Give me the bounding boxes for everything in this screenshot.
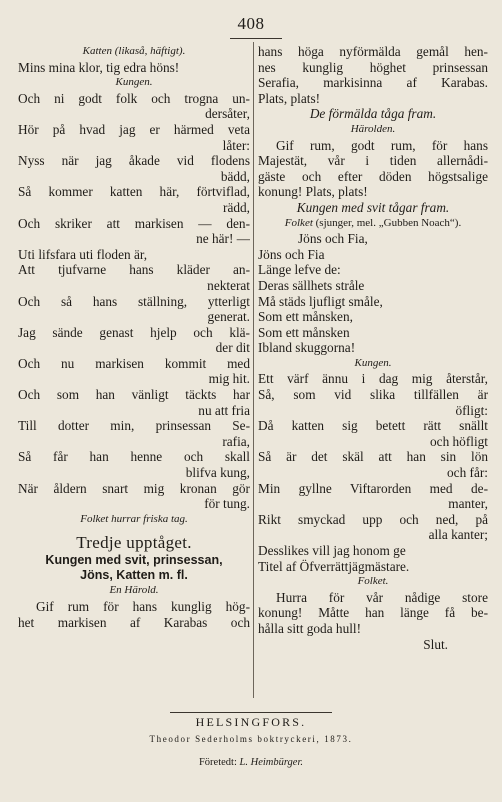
- prose-line: Gif rum för hans kunglig hög-: [36, 599, 250, 614]
- verse-line: alla kanter;: [428, 527, 488, 543]
- left-column: [18, 44, 250, 630]
- verse-line: Att tjufvarne hans kläder an-: [18, 262, 250, 278]
- cast-line: Kungen med svit, prinsessan,: [45, 553, 223, 568]
- verse-line: ne här! —: [196, 231, 250, 247]
- footer-rule: [170, 712, 332, 713]
- song-line: Må städs ljufligt småle,: [258, 293, 383, 309]
- prose-line: hålla sitt goda hull!: [258, 620, 362, 636]
- speaker-label: Folket: [284, 216, 313, 229]
- song-line: Länge lefve de:: [258, 262, 341, 278]
- column-divider: [253, 42, 254, 698]
- verse-line: blifva kung,: [185, 465, 250, 481]
- song-line: Jöns och Fia: [258, 246, 325, 262]
- verse-line: Så kommer katten här, förtviflad,: [18, 184, 250, 200]
- verse-line: öfligt:: [455, 402, 488, 418]
- speaker-label: Katten (likaså, häftigt).: [82, 45, 186, 57]
- verse-line: Jag sände genast hjelp och klä-: [18, 324, 250, 340]
- right-column: [258, 44, 488, 652]
- prose-line: gäste och efter döden högstsalige: [258, 168, 488, 184]
- publisher-name: L. Heimbürger.: [239, 757, 304, 768]
- verse-line: Och skriker att markisen — den-: [18, 215, 250, 231]
- verse-line: Till dotter min, prinsessan Se-: [18, 418, 250, 434]
- song-line: Jöns och Fia,: [298, 231, 368, 247]
- verse-line: Så, som vid slika tillfällen är: [258, 387, 488, 403]
- page-number: 408: [237, 14, 265, 33]
- song-line: Som ett månsken,: [258, 309, 353, 325]
- speaker-label: Härolden.: [350, 122, 396, 135]
- song-line: Som ett månsken: [258, 324, 350, 340]
- prose-line: nes kunglig höghet prinsessan: [258, 59, 488, 75]
- verse-line: der dit: [215, 340, 250, 356]
- stage-direction: [258, 216, 488, 232]
- speaker-label: En Härold.: [109, 584, 159, 597]
- verse-line: rafia,: [222, 433, 250, 449]
- verse-line: rädd,: [223, 199, 250, 215]
- prose-line: Gif rum, godt rum, för hans: [276, 137, 488, 153]
- prose-line: het markisen af Karabas och: [18, 614, 250, 630]
- verse-line: Min gyllne Viftarorden med de-: [258, 480, 488, 496]
- imprint-publisher: [0, 757, 502, 768]
- speaker-label: Kungen.: [115, 76, 153, 89]
- verse-line: Så får han henne och skall: [18, 449, 250, 465]
- prose-line: hans höga nyförmälda gemål hen-: [258, 44, 488, 59]
- prose-line: konung! Plats, plats!: [258, 184, 368, 200]
- verse-line: Nyss när jag åkade vid flodens: [18, 153, 250, 169]
- verse-line: Då katten sig betett rätt snällt: [258, 418, 488, 434]
- verse-line: nu att fria: [198, 402, 250, 418]
- song-line: Ibland skuggorna!: [258, 340, 356, 356]
- prose-line: Hurra för vår nådige store: [276, 589, 488, 605]
- verse-line: och får:: [447, 465, 488, 481]
- melody-note: (sjunger, mel. „Gubben Noach“).: [315, 216, 462, 229]
- verse-line: Och nu markisen kommit med: [18, 355, 250, 371]
- verse-line: bädd,: [220, 168, 250, 184]
- verse-line: Och så hans ställning, ytterligt: [18, 293, 250, 309]
- verse-line: När åldern snart mig kronan gör: [18, 480, 250, 496]
- publisher-label: Företedt:: [198, 757, 237, 768]
- verse-line: låter:: [222, 137, 250, 153]
- speaker-label: Kungen.: [354, 356, 392, 369]
- verse-line: Ett värf ännu i dag mig återstår,: [258, 371, 488, 387]
- verse-line: nekterat: [207, 277, 250, 293]
- imprint-city: HELSINGFORS.: [195, 715, 307, 729]
- speaker-label: Folket.: [357, 575, 389, 588]
- prose-line: Majestät, vår i tiden allernådi-: [258, 153, 488, 169]
- cast-line: Jöns, Katten m. fl.: [80, 568, 188, 583]
- verse-line: manter,: [448, 496, 488, 512]
- verse-line: för tung.: [204, 496, 250, 512]
- verse-line: mig hit.: [208, 371, 250, 387]
- end-mark: Slut.: [423, 636, 448, 652]
- stage-direction: Kungen med svit tågar fram.: [296, 199, 450, 215]
- verse-line: Och ni godt folk och trogna un-: [18, 90, 250, 106]
- stage-direction: Folket hurrar friska tag.: [80, 512, 188, 525]
- verse-line: Hör på hvad jag er härmed veta: [18, 121, 250, 137]
- imprint-printer: Theodor Sederholms boktryckeri, 1873.: [149, 734, 353, 744]
- song-line: Deras sällhets stråle: [258, 277, 365, 293]
- verse-line: Titel af Öfverrättjägmästare.: [258, 558, 410, 574]
- header-rule: [230, 38, 282, 39]
- section-heading: Tredje upptåget.: [76, 533, 192, 553]
- prose-line: Serafia, markisinna af Karabas.: [258, 75, 488, 91]
- verse-line: Och som han vänligt täckts har: [18, 387, 250, 403]
- verse-line: Mins mina klor, tig edra höns!: [18, 59, 180, 75]
- prose-line: konung! Måtte han länge få be-: [258, 605, 488, 621]
- stage-direction: De förmälda tåga fram.: [309, 106, 437, 122]
- verse-line: Uti lifsfara uti floden är,: [18, 246, 148, 262]
- verse-line: Så är det skäl att han sin lön: [258, 449, 488, 465]
- prose-line: Plats, plats!: [258, 90, 321, 106]
- verse-line: Rikt smyckad upp och ned, på: [258, 511, 488, 527]
- verse-line: dersåter,: [205, 106, 250, 122]
- verse-line: och höfligt: [430, 433, 488, 449]
- verse-line: Desslikes vill jag honom ge: [258, 543, 406, 558]
- verse-line: generat.: [207, 309, 250, 325]
